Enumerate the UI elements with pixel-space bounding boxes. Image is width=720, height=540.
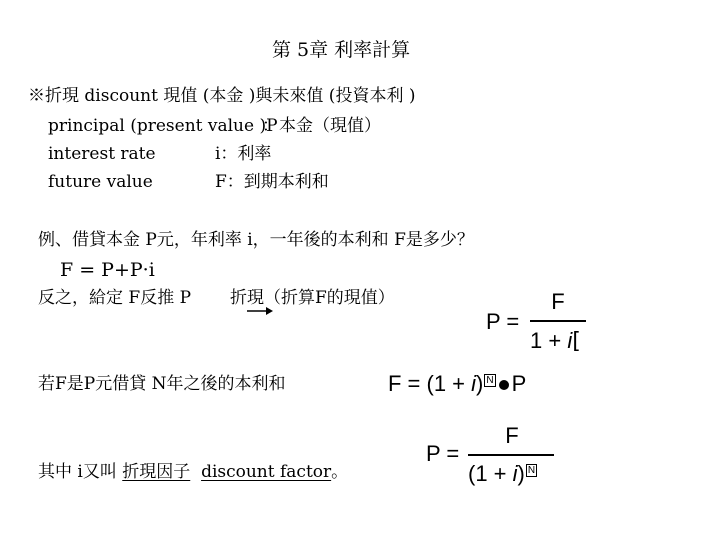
example-question: 例、借貸本金 P元，年利率 i，一年後的本利和 F是多少？ — [38, 230, 474, 250]
formula3-numerator: F — [505, 423, 519, 448]
formula2-var: i — [471, 371, 477, 396]
n-years-label: 若F是P元借貸 N年之後的本利和 — [38, 374, 286, 394]
factor-chinese-term: 折現因子 — [122, 462, 191, 482]
formula2-exponent: N — [486, 374, 494, 386]
arrow-right-icon — [246, 306, 274, 316]
definition-future-desc: F：到期本利和 — [215, 172, 329, 192]
formula3-exponent: N — [527, 464, 536, 476]
intro-line: ※折現 discount 現值 (本金 )與未來值 (投資本利 ) — [28, 86, 416, 106]
formula3-den-prefix: (1 + — [468, 461, 513, 486]
formula3-denominator — [468, 462, 537, 486]
multiply-dot-icon — [499, 380, 509, 390]
formula3-fraction-bar — [468, 454, 554, 456]
definition-future-term: future value — [48, 172, 153, 192]
formula2-rhs: P — [511, 371, 527, 396]
factor-prefix: 其中 i又叫 — [38, 462, 123, 482]
definition-principal-desc: ：本金（現值） — [262, 116, 381, 136]
formula3-den-var: i — [512, 461, 518, 486]
factor-end: 。 — [331, 462, 349, 482]
formula3-den-close: ) — [517, 461, 525, 486]
inverse-label: 反之，給定 F反推 P — [38, 288, 192, 308]
definition-interest-desc: i：利率 — [215, 144, 272, 164]
discount-factor-line — [38, 462, 348, 482]
formula1-denominator: 1 + i[ — [530, 328, 581, 354]
formula-future-value — [388, 372, 526, 396]
discount-label: 折現（折算F的現值） — [230, 288, 395, 308]
formula2-lhs: F = (1 + — [388, 371, 472, 396]
formula3-lhs: P = — [426, 441, 460, 466]
page-title: 第 5章 利率計算 — [272, 39, 411, 61]
formula1-lhs: P = — [486, 309, 520, 334]
formula1-numerator: F — [551, 289, 565, 314]
definition-interest-term: interest rate — [48, 144, 156, 164]
formula1-den-prefix: 1 + — [530, 328, 568, 353]
definition-principal-term: principal (present value )P — [48, 116, 278, 136]
formula1-den-var: i — [567, 328, 573, 353]
formula2-close: ) — [476, 371, 484, 396]
factor-english-term: discount factor — [201, 462, 332, 482]
formula1-fraction-bar — [530, 320, 586, 322]
simple-formula: F = P+P·i — [60, 259, 155, 281]
